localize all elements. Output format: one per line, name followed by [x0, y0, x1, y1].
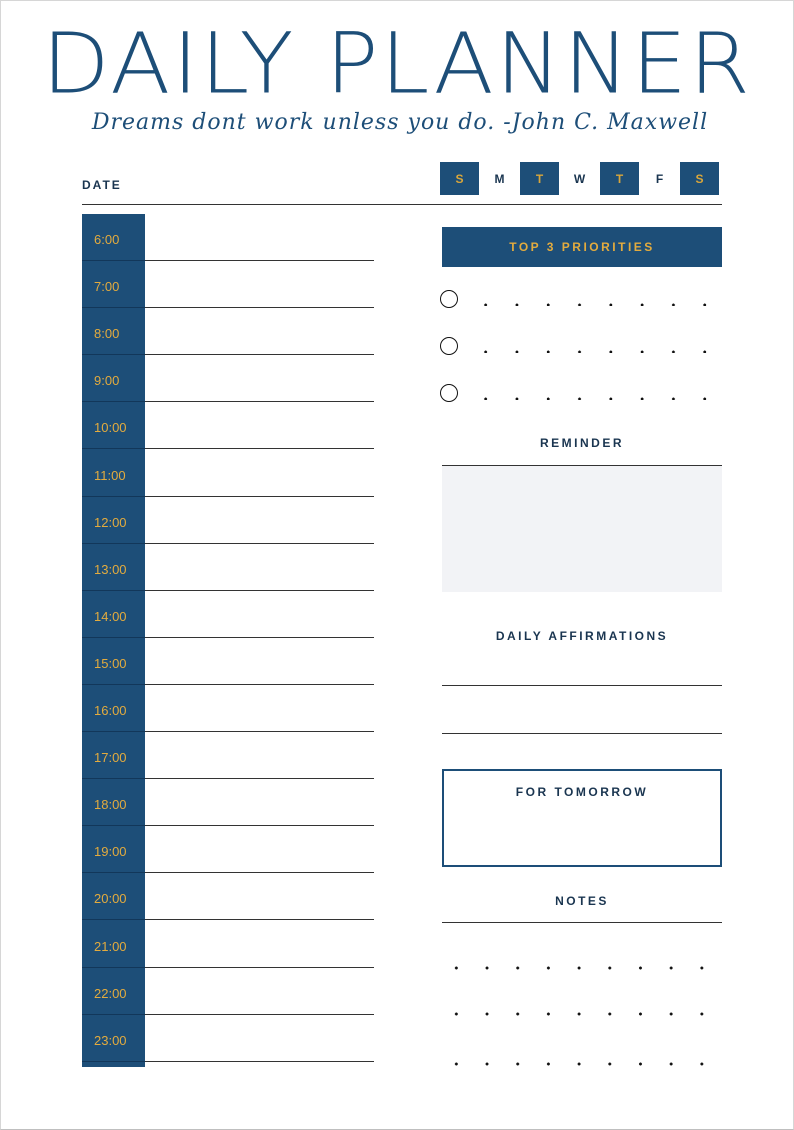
date-label: DATE — [82, 178, 122, 192]
time-slot-row[interactable] — [82, 402, 374, 449]
priorities-header: TOP 3 PRIORITIES — [442, 227, 722, 267]
affirmation-line[interactable] — [442, 685, 722, 686]
reminder-title: REMINDER — [539, 436, 624, 450]
time-label: 23:00 — [94, 1032, 127, 1048]
time-slot-row[interactable] — [82, 355, 374, 402]
quote-text: Dreams dont work unless you do. -John C. Maxwell — [91, 110, 709, 135]
time-slot-row[interactable] — [82, 450, 374, 497]
priority-item[interactable] — [440, 290, 724, 310]
time-label: 22:00 — [94, 985, 127, 1001]
time-slot-row[interactable] — [82, 968, 374, 1015]
reminder-box[interactable] — [442, 466, 722, 592]
time-label: 6:00 — [94, 232, 120, 247]
time-slot-row[interactable] — [82, 308, 374, 355]
time-slot-row[interactable] — [82, 826, 374, 873]
time-slot-row[interactable] — [82, 214, 374, 261]
time-label: 11:00 — [94, 467, 126, 483]
notes-dot-row[interactable] — [441, 964, 725, 972]
priority-dotted-line — [470, 386, 722, 400]
time-label: 19:00 — [94, 844, 127, 860]
time-slot-row[interactable] — [82, 779, 374, 826]
priority-checkbox[interactable] — [440, 337, 458, 355]
priority-checkbox[interactable] — [440, 290, 458, 308]
time-slot-row[interactable] — [82, 544, 374, 591]
notes-rule — [442, 922, 722, 923]
time-slot-row[interactable] — [82, 685, 374, 732]
priority-item[interactable] — [440, 384, 724, 404]
time-label: 12:00 — [94, 514, 127, 530]
time-slot-row[interactable] — [82, 873, 374, 920]
time-label: 13:00 — [94, 561, 127, 577]
time-label: 20:00 — [94, 891, 127, 907]
notes-title: NOTES — [555, 894, 609, 908]
time-label: 8:00 — [94, 326, 120, 342]
time-label: 16:00 — [94, 703, 127, 718]
time-separator — [82, 1061, 145, 1062]
time-slot-row[interactable] — [82, 638, 374, 685]
weekday-2[interactable]: T — [520, 162, 559, 195]
time-slot-row[interactable] — [82, 497, 374, 544]
for-tomorrow-title: FOR TOMORROW — [515, 785, 649, 799]
weekday-3[interactable]: W — [560, 162, 599, 195]
weekday-1[interactable]: M — [480, 162, 519, 195]
notes-dot-row[interactable] — [441, 1010, 725, 1018]
affirmations-title: DAILY AFFIRMATIONS — [495, 629, 669, 643]
priority-dotted-line — [470, 292, 722, 306]
time-slot-row[interactable] — [82, 732, 374, 779]
time-label: 10:00 — [94, 420, 127, 436]
for-tomorrow-box[interactable] — [442, 769, 722, 867]
time-slot-line — [145, 1061, 374, 1062]
time-slot-row[interactable] — [82, 591, 374, 638]
priority-checkbox[interactable] — [440, 384, 458, 402]
weekday-6[interactable]: S — [680, 162, 719, 195]
affirmation-line[interactable] — [442, 733, 722, 734]
time-label: 18:00 — [94, 797, 127, 813]
time-slot-row[interactable] — [82, 261, 374, 308]
time-label: 9:00 — [94, 373, 120, 389]
weekday-selector — [440, 162, 720, 195]
weekday-4[interactable]: T — [600, 162, 639, 195]
weekday-5[interactable]: F — [640, 162, 679, 195]
time-label: 17:00 — [94, 750, 127, 766]
priority-item[interactable] — [440, 337, 724, 357]
time-slot-row[interactable] — [82, 921, 374, 968]
page-title: DAILY PLANNER — [41, 14, 753, 113]
weekday-0[interactable]: S — [440, 162, 479, 195]
time-label: 14:00 — [94, 608, 127, 624]
time-label: 15:00 — [94, 655, 127, 671]
time-slot-row[interactable] — [82, 1015, 374, 1062]
time-label: 21:00 — [94, 938, 127, 954]
priority-dotted-line — [470, 339, 722, 353]
time-label: 7:00 — [94, 279, 120, 295]
notes-dot-row[interactable] — [441, 1060, 725, 1068]
date-line — [82, 204, 722, 205]
